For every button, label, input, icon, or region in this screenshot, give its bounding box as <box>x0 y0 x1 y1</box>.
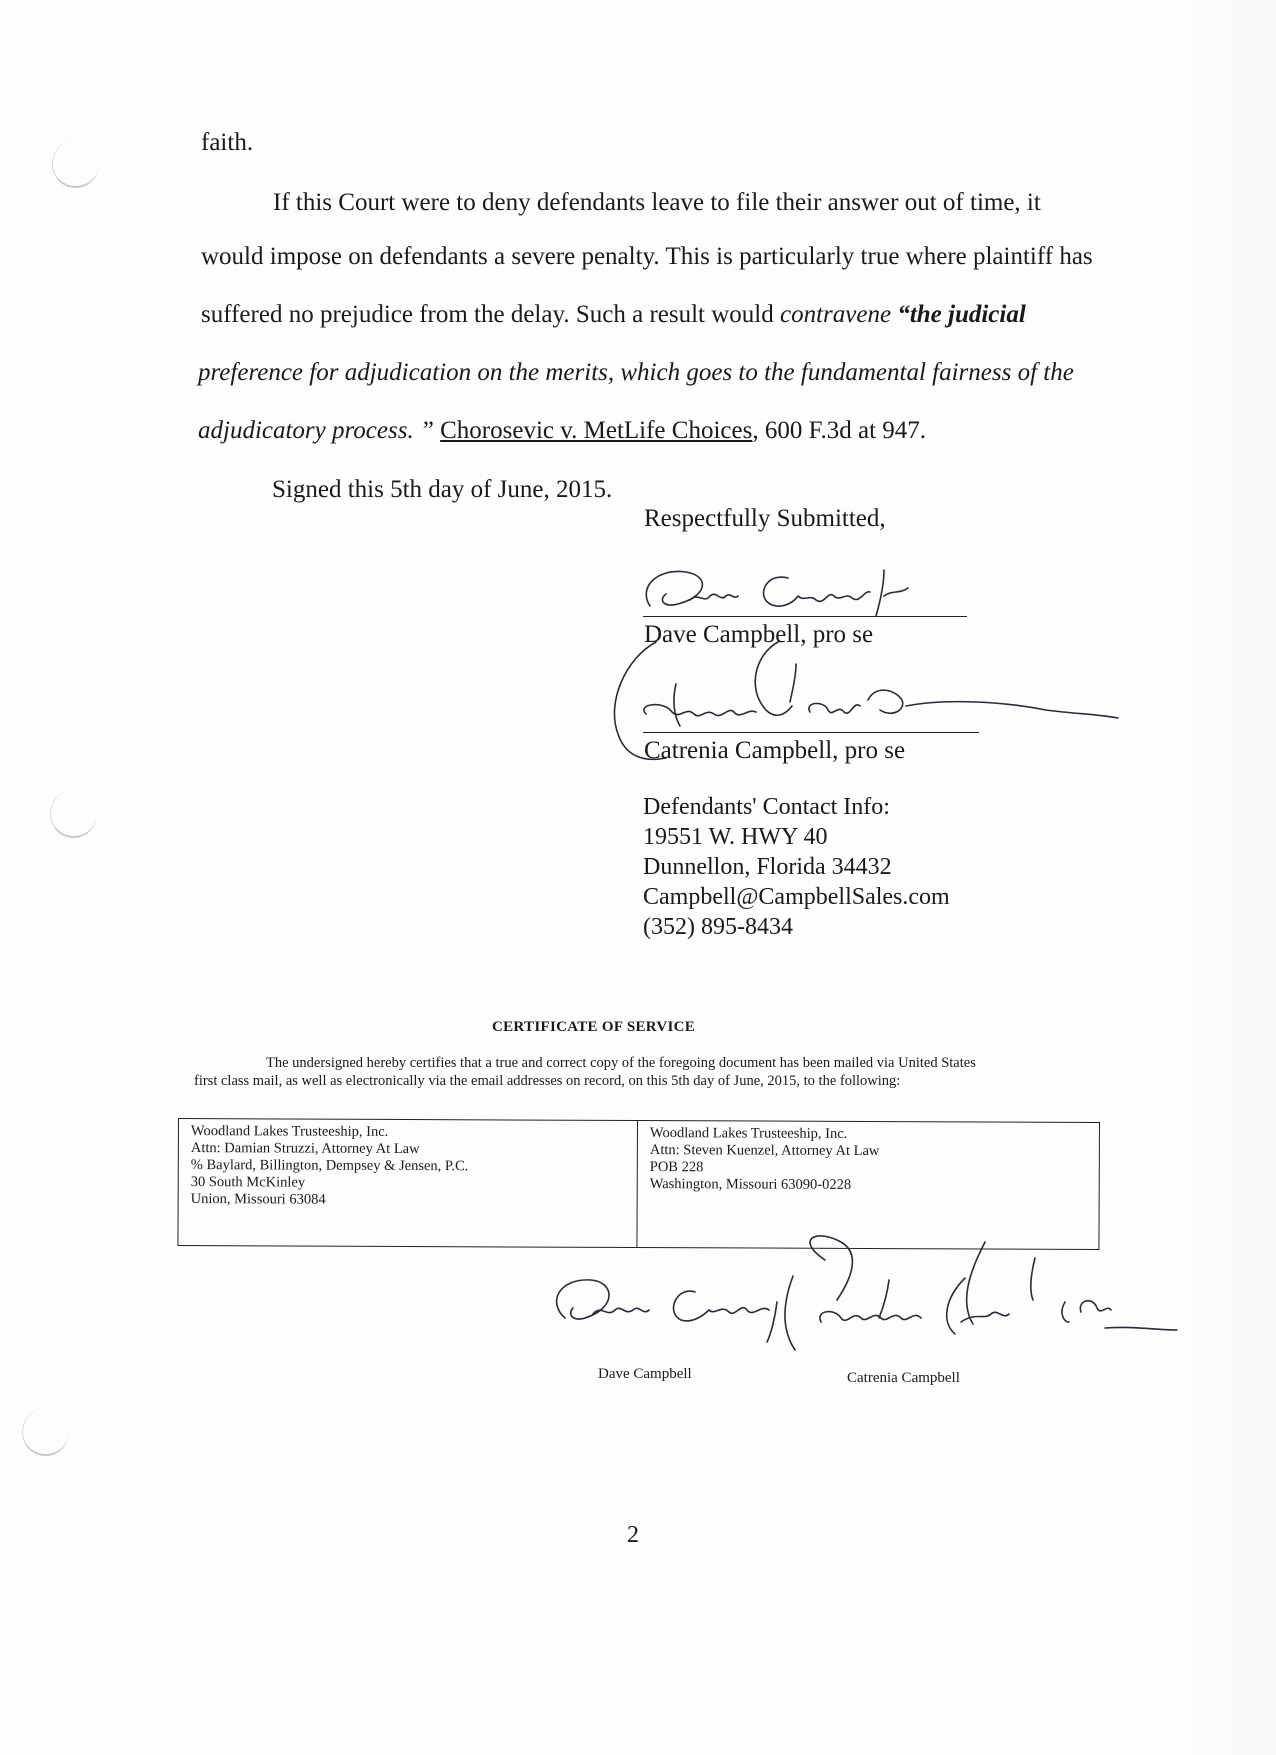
recipient-1-line: Woodland Lakes Trusteeship, Inc. <box>190 1123 389 1140</box>
body-line-3: would impose on defendants a severe penalty. This is particularly true where plaintiff has <box>201 243 1093 270</box>
hole-punch-middle <box>50 790 97 838</box>
signed-date-line: Signed this 5th day of June, 2015. <box>272 476 613 503</box>
citation-reference: , 600 F.3d at 947. <box>752 417 927 444</box>
contact-address-line-2: Dunnellon, Florida 34432 <box>643 854 892 880</box>
contact-heading: Defendants' Contact Info: <box>643 794 890 820</box>
service-recipient-2 <box>637 1121 1099 1249</box>
case-citation: Chorosevic v. MetLife Choices <box>440 417 753 444</box>
recipient-1-line: % Baylard, Billington, Dempsey & Jensen, P.C. <box>190 1157 469 1175</box>
body-line-4-italic: contravene <box>780 301 892 328</box>
hole-punch-bottom <box>22 1408 69 1456</box>
contact-info <box>643 792 950 942</box>
service-list-table <box>177 1118 1100 1250</box>
body-line-5: preference for adjudication on the merits, which goes to the fundamental fairness of the <box>198 359 1074 386</box>
recipient-2-line: Woodland Lakes Trusteeship, Inc. <box>649 1125 848 1142</box>
signature-line-1 <box>643 616 967 617</box>
certificate-text-line-1: The undersigned hereby certifies that a true and correct copy of the foregoing document has been mailed via United States <box>266 1055 976 1071</box>
signature-line-2 <box>643 732 979 733</box>
certificate-text-line-2: first class mail, as well as electronically via the email addresses on record, on this 5th day of June, 2015, to the following: <box>194 1073 901 1089</box>
contact-phone: (352) 895-8434 <box>643 914 793 940</box>
body-line-6-italic: adjudicatory process. ” <box>198 417 434 444</box>
recipient-1-line: Union, Missouri 63084 <box>190 1191 326 1208</box>
body-line-6 <box>198 418 926 443</box>
body-line-4-text: suffered no prejudice from the delay. Such a result would <box>201 301 780 328</box>
certificate-signer-2: Catrenia Campbell <box>847 1370 960 1386</box>
hole-punch-top <box>52 140 99 188</box>
body-line-4 <box>201 302 1026 327</box>
body-line-1: faith. <box>201 129 254 156</box>
body-line-4-quote: “the judicial <box>897 301 1026 328</box>
contact-email: Campbell@CampbellSales.com <box>643 884 950 910</box>
recipient-2-line: POB 228 <box>649 1159 704 1176</box>
page-number: 2 <box>627 1522 639 1548</box>
signer-2-name: Catrenia Campbell, pro se <box>644 737 906 764</box>
recipient-1-line: 30 South McKinley <box>190 1174 306 1191</box>
closing-text: Respectfully Submitted, <box>644 505 886 532</box>
recipient-2-line: Attn: Steven Kuenzel, Attorney At Law <box>649 1142 880 1160</box>
body-line-2: If this Court were to deny defendants leave to file their answer out of time, it <box>273 189 1041 216</box>
certificate-title: CERTIFICATE OF SERVICE <box>492 1019 696 1035</box>
signer-1-name: Dave Campbell, pro se <box>644 621 874 648</box>
contact-address-line-1: 19551 W. HWY 40 <box>643 824 828 850</box>
certificate-signer-1: Dave Campbell <box>598 1366 692 1382</box>
recipient-1-line: Attn: Damian Struzzi, Attorney At Law <box>190 1140 420 1158</box>
service-recipient-1 <box>178 1119 638 1247</box>
scan-shadow <box>1181 0 1276 1755</box>
recipient-2-line: Washington, Missouri 63090-0228 <box>649 1176 852 1193</box>
